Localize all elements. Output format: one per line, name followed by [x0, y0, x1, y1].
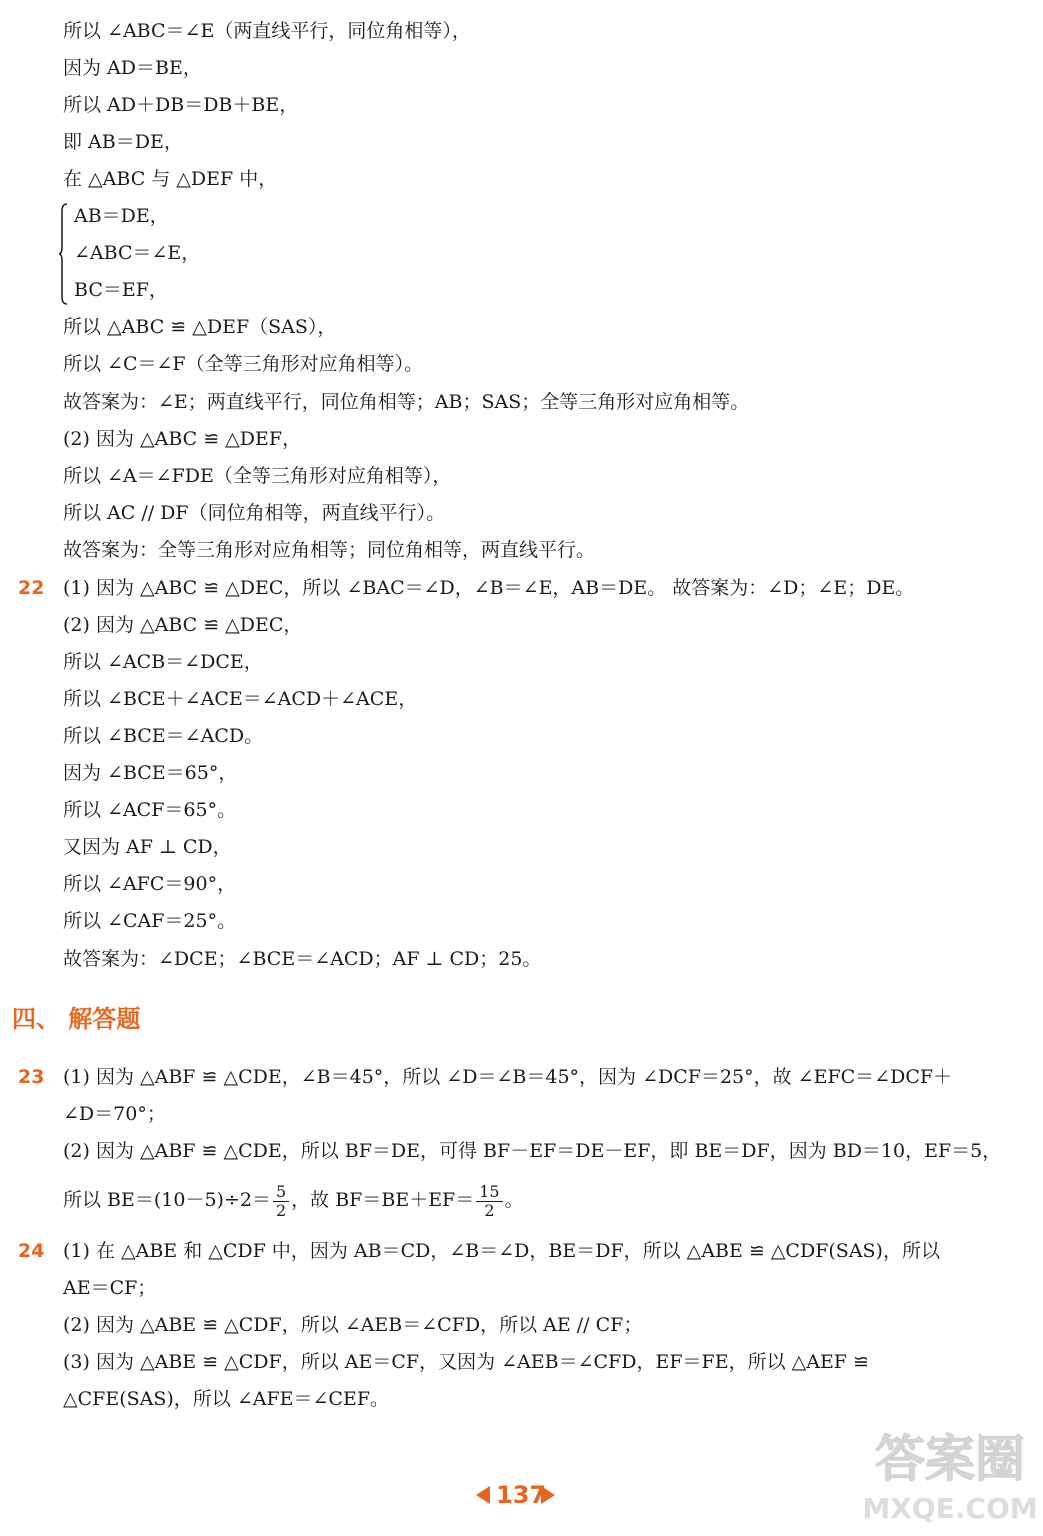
system-line: AB＝DE， [74, 205, 169, 227]
text-line: 所以 AD＋DB＝DB＋BE， [63, 94, 299, 116]
text-segment: 所以 BE＝(10－5)÷2＝ [63, 1189, 271, 1211]
watermark-logo [862, 1418, 1038, 1530]
system-line: BC＝EF， [74, 279, 168, 301]
text-line: 所以 ∠CAF＝25°。 [63, 910, 237, 932]
system-line: ∠ABC＝∠E， [74, 242, 201, 264]
text-line: 所以 ∠C＝∠F（全等三角形对应角相等）。 [63, 353, 424, 375]
text-line: 又因为 AF ⊥ CD， [63, 836, 232, 858]
watermark-url: MXQE.COM [862, 1492, 1038, 1525]
question-number: 24 [18, 1240, 45, 1262]
text-line: 所以 ∠BCE＋∠ACE＝∠ACD＋∠ACE， [63, 688, 418, 710]
text-line: 故答案为：∠DCE；∠BCE＝∠ACD；AF ⊥ CD；25。 [63, 948, 542, 970]
question-number: 23 [18, 1066, 45, 1088]
watermark-text: 答案圈 [875, 1430, 1025, 1488]
text-line: 所以 ∠ACB＝∠DCE， [63, 651, 263, 673]
text-line: 所以 ∠ABC＝∠E（两直线平行，同位角相等）， [63, 20, 471, 42]
text-line: 所以 ∠AFC＝90°， [63, 873, 237, 895]
fraction [273, 1183, 289, 1220]
page-number: 137 [496, 1481, 547, 1509]
text-line: (1) 因为 △ABF ≌ △CDE，∠B＝45°，所以 ∠D＝∠B＝45°，因为 ∠DCF＝25°，故 ∠EFC＝∠DCF＋ [63, 1066, 953, 1088]
text-line: 因为 AD＝BE， [63, 57, 202, 79]
text-line: 故答案为：全等三角形对应角相等；同位角相等，两直线平行。 [63, 539, 596, 561]
fraction-line [63, 1177, 1029, 1223]
fraction-denominator: 2 [484, 1200, 495, 1220]
text-line: 所以 △ABC ≌ △DEF（SAS）， [63, 316, 337, 338]
arrow-right-icon [541, 1486, 555, 1504]
text-line: 因为 ∠BCE＝65°， [63, 762, 238, 784]
question-number: 22 [18, 577, 45, 599]
text-line: (1) 在 △ABE 和 △CDF 中，因为 AB＝CD，∠B＝∠D，BE＝DF，所以 △ABE ≌ △CDF(SAS)，所以 [63, 1240, 940, 1262]
fraction-numerator: 5 [273, 1183, 289, 1202]
text-line: 在 △ABC 与 △DEF 中， [63, 168, 278, 190]
text-line: (2) 因为 △ABC ≌ △DEF， [63, 428, 302, 450]
text-line: 所以 ∠A＝∠FDE（全等三角形对应角相等）， [63, 465, 452, 487]
text-line: ∠D＝70°； [63, 1103, 166, 1125]
fraction-numerator: 15 [476, 1183, 502, 1202]
text-line: (2) 因为 △ABC ≌ △DEC， [63, 614, 303, 636]
fraction-denominator: 2 [275, 1200, 287, 1220]
text-line: 所以 ∠ACF＝65°。 [63, 799, 237, 821]
text-line: (2) 因为 △ABF ≌ △CDE，所以 BF＝DE，可得 BF－EF＝DE－EF，即 BE＝DF，因为 BD＝10，EF＝5， [63, 1140, 1002, 1162]
text-line: 即 AB＝DE， [63, 131, 183, 153]
text-segment: 。 [504, 1189, 524, 1211]
text-line: AE＝CF； [63, 1277, 157, 1299]
text-segment: ，故 BF＝BE＋EF＝ [291, 1189, 475, 1211]
text-line: △CFE(SAS)，所以 ∠AFE＝∠CEF。 [63, 1388, 390, 1410]
text-line: (1) 因为 △ABC ≌ △DEC，所以 ∠BAC＝∠D，∠B＝∠E，AB＝DE。 故答案为：∠D；∠E；DE。 [63, 577, 915, 599]
text-line: (3) 因为 △ABE ≌ △CDF，所以 AE＝CF，又因为 ∠AEB＝∠CFD，EF＝FE，所以 △AEF ≌ [63, 1351, 869, 1373]
fraction [476, 1183, 502, 1220]
text-line: (2) 因为 △ABE ≌ △CDF，所以 ∠AEB＝∠CFD，所以 AE // CF； [63, 1314, 643, 1336]
section-title: 四、 解答题 [12, 1005, 141, 1033]
text-line: 故答案为：∠E；两直线平行，同位角相等；AB；SAS；全等三角形对应角相等。 [63, 391, 750, 413]
text-line: 所以 AC // DF（同位角相等，两直线平行）。 [63, 502, 446, 524]
arrow-left-icon [476, 1486, 490, 1504]
text-line: 所以 ∠BCE＝∠ACD。 [63, 725, 264, 747]
brace-symbol [58, 203, 68, 305]
